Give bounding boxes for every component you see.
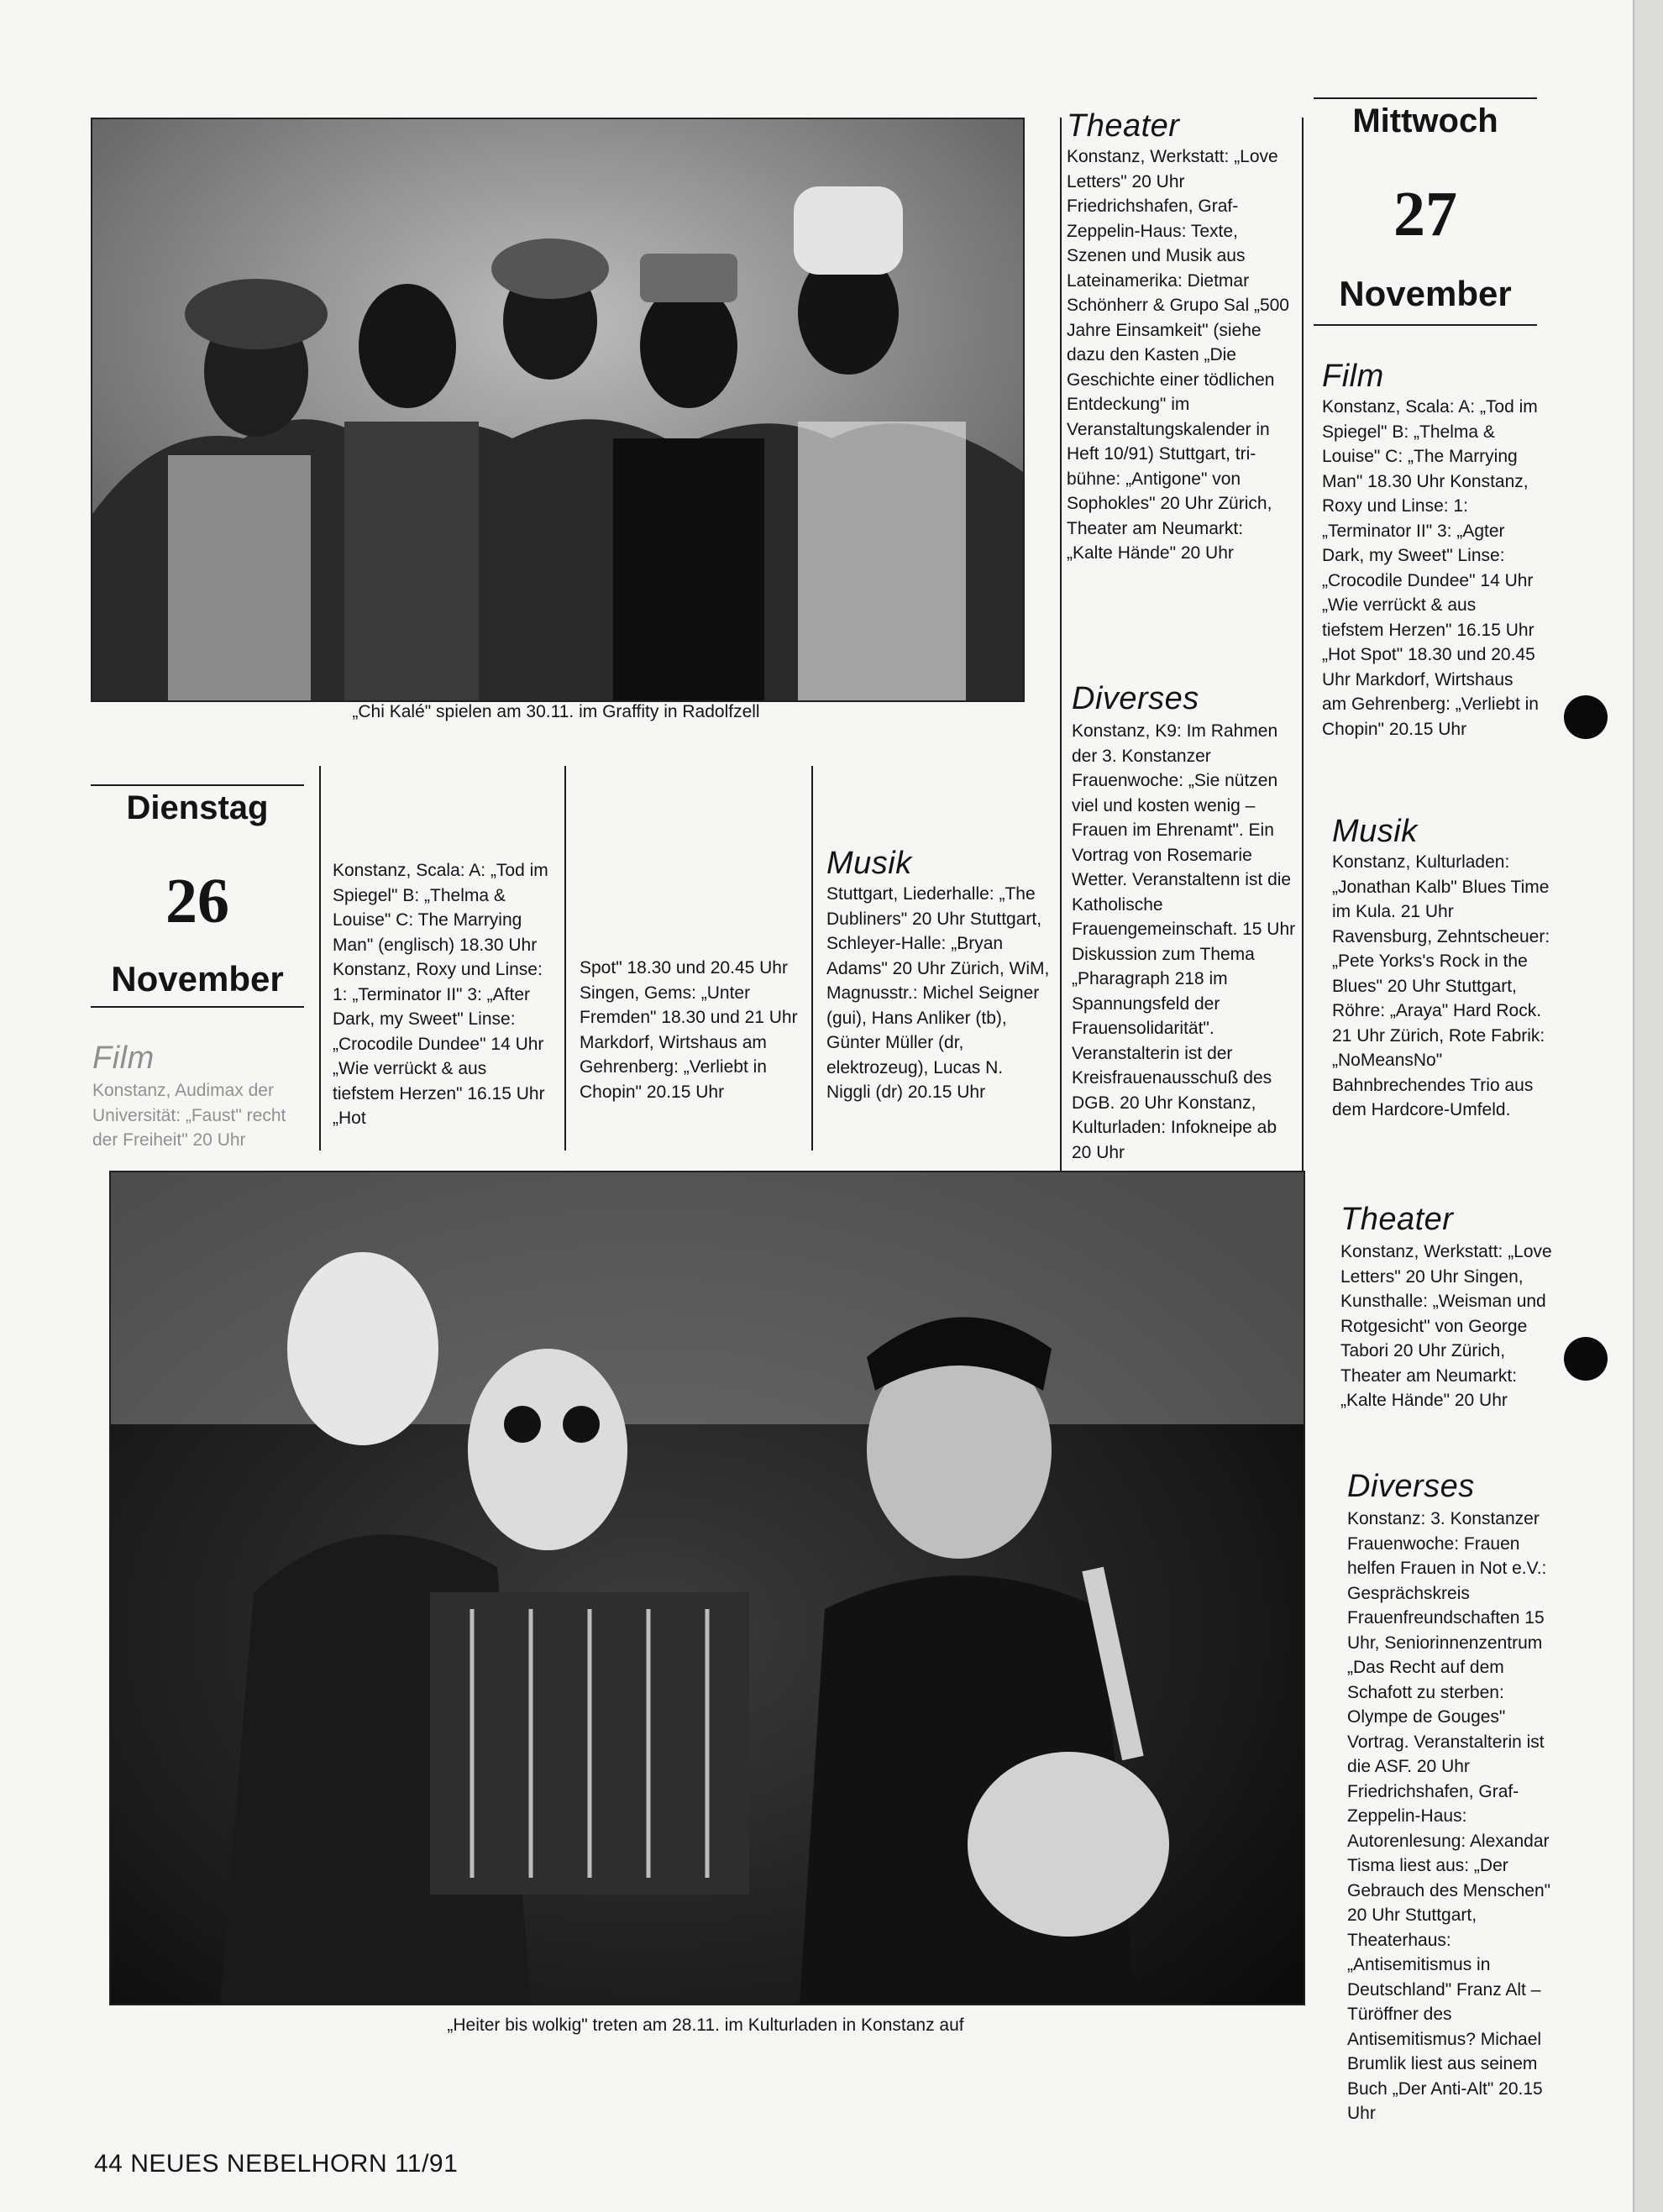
section-heading-diverses: Diverses: [1072, 681, 1199, 716]
month-wednesday: November: [1339, 274, 1512, 313]
month-tuesday: November: [111, 959, 284, 999]
diverses-listing-wednesday: Konstanz: 3. Konstanzer Frauenwoche: Frauen helfen Frauen in Not e.V.: Gesprächskreis Frauenfreundschaften 15 Uhr, Seniorinnenzentrum „Das Recht auf dem Schafott zu sterben: Olympe de Gouges" Vortrag. Veranstalterin ist die ASF. 20 Uhr Friedrichshafen, Graf-Zeppelin-Haus: Autorenlesung: Alexandar Tisma liest aus: „Der Gebrauch des Menschen" 20 Uhr Stuttgart, Theaterhaus: „Antisemitismus in Deutschland" Franz Alt – Türöffner des Antisemitismus? Michael Brumlik liest aus seinem Buch „Der Anti-Alt" 20.15 Uhr: [1347, 1509, 1551, 2123]
day-name-tuesday: Dienstag: [126, 789, 269, 826]
music-listing-tuesday: Stuttgart, Liederhalle: „The Dubliners" 20 Uhr Stuttgart, Schleyer-Halle: „Bryan Adams" 20 Uhr Zürich, WiM, Magnusstr.: Michel Seigner (gui), Hans Anliker (tb), Günter Müller (dr, elektrozeug), Lucas N. Niggli (dr) 20.15 Uhr: [826, 884, 1050, 1102]
band-photo-heiter-bis-wolkig: [109, 1171, 1305, 2005]
diverses-listing-col5: Konstanz, K9: Im Rahmen der 3. Konstanzer Frauenwoche: „Sie nützen viel und kosten wenig – Frauen im Ehrenamt". Ein Vortrag von Rosemarie Wetter. Veranstaltenn ist die Katholische Frauengemeinschaft. 15 Uhr Diskussion zum Thema „Pharagraph 218 im Spannungsfeld der Frauensolidarität". Veranstalterin ist der Kreisfrauenausschuß des DGB. 20 Uhr Konstanz, Kulturladen: Infokneipe ab 20 Uhr: [1072, 721, 1296, 1162]
date-rule-top: [91, 784, 304, 786]
section-heading-diverses: Diverses: [1347, 1469, 1475, 1504]
day-number-27: 27: [1393, 179, 1457, 249]
theater-listing-col5: Konstanz, Werkstatt: „Love Letters" 20 Uhr Friedrichshafen, Graf-Zeppelin-Haus: Texte, Szenen und Musik aus Lateinamerika: Dietmar Schönherr & Grupo Sal „500 Jahre Einsamkeit" (siehe dazu den Kasten „Die Geschichte einer tödlichen Entdeckung" im Veranstaltungskalender in Heft 10/91) Stuttgart, tri-bühne: „Antigone" von Sophokles" 20 Uhr Zürich, Theater am Neumarkt: „Kalte Hände" 20 Uhr: [1067, 147, 1289, 563]
day-number-26: 26: [165, 866, 229, 936]
page-edge-shadow: [1633, 0, 1663, 2212]
film-listing-tuesday: Konstanz, Audimax der Universität: „Faust" recht der Freiheit" 20 Uhr: [92, 1081, 286, 1150]
section-heading-musik: Musik: [1332, 814, 1418, 849]
page-footer: 44 NEUES NEBELHORN 11/91: [94, 2150, 459, 2178]
listing-tuesday-col3: Spot" 18.30 und 20.45 Uhr Singen, Gems: „Unter Fremden" 18.30 und 21 Uhr Markdorf, Wirtshaus am Gehrenberg: „Verliebt in Chopin" 20.15 Uhr: [580, 958, 798, 1102]
day-name-wednesday: Mittwoch: [1352, 102, 1498, 139]
section-heading-film: Film: [1322, 359, 1384, 394]
punch-hole: [1564, 1337, 1608, 1381]
photo1-caption: „Chi Kalé" spielen am 30.11. im Graffity in Radolfzell: [352, 702, 760, 721]
film-listing-wednesday: Konstanz, Scala: A: „Tod im Spiegel" B: „Thelma & Louise" C: „The Marrying Man" 18.30 Uhr Konstanz, Roxy und Linse: 1: „Terminator II" 3: „Agter Dark, my Sweet" Linse: „Crocodile Dundee" 14 Uhr „Wie verrückt & aus tiefstem Herzen" 16.15 Uhr „Hot Spot" 18.30 und 20.45 Uhr Markdorf, Wirtshaus am Gehrenberg: „Verliebt in Chopin" 20.15 Uhr: [1322, 397, 1539, 739]
column-rule: [1060, 118, 1062, 1172]
section-heading-theater: Theater: [1340, 1202, 1454, 1237]
column-rule: [319, 766, 321, 1151]
band-photo-chi-kale: [91, 118, 1025, 702]
section-heading-theater: Theater: [1067, 108, 1180, 144]
column-rule: [564, 766, 566, 1151]
section-heading-musik: Musik: [826, 846, 912, 881]
column-rule: [1302, 118, 1304, 1172]
date-rule-top: [1314, 97, 1537, 99]
date-rule-bottom: [91, 1006, 304, 1008]
listing-tuesday-col2: Konstanz, Scala: A: „Tod im Spiegel" B: „Thelma & Louise" C: The Marrying Man" (englisch) 18.30 Uhr Konstanz, Roxy und Linse: 1: „Terminator II" 3: „After Dark, my Sweet" Linse: „Crocodile Dundee" 14 Uhr „Wie verrückt & aus tiefstem Herzen" 16.15 Uhr „Hot: [333, 861, 548, 1128]
column-rule: [811, 766, 813, 1151]
section-heading-film: Film: [92, 1040, 155, 1076]
punch-hole: [1564, 695, 1608, 739]
date-rule-bottom: [1314, 324, 1537, 326]
music-listing-wednesday: Konstanz, Kulturladen: „Jonathan Kalb" Blues Time im Kula. 21 Uhr Ravensburg, Zehntscheuer: „Pete Yorks's Rock in the Blues" 20 Uhr Stuttgart, Röhre: „Araya" Hard Rock. 21 Uhr Zürich, Rote Fabrik: „NoMeansNo" Bahnbrechendes Trio aus dem Hardcore-Umfeld.: [1332, 852, 1550, 1119]
theater-listing-wednesday: Konstanz, Werkstatt: „Love Letters" 20 Uhr Singen, Kunsthalle: „Weisman und Rotgesicht" von George Tabori 20 Uhr Zürich, Theater am Neumarkt: „Kalte Hände" 20 Uhr: [1340, 1242, 1552, 1410]
photo2-caption: „Heiter bis wolkig" treten am 28.11. im Kulturladen in Konstanz auf: [447, 2015, 964, 2035]
